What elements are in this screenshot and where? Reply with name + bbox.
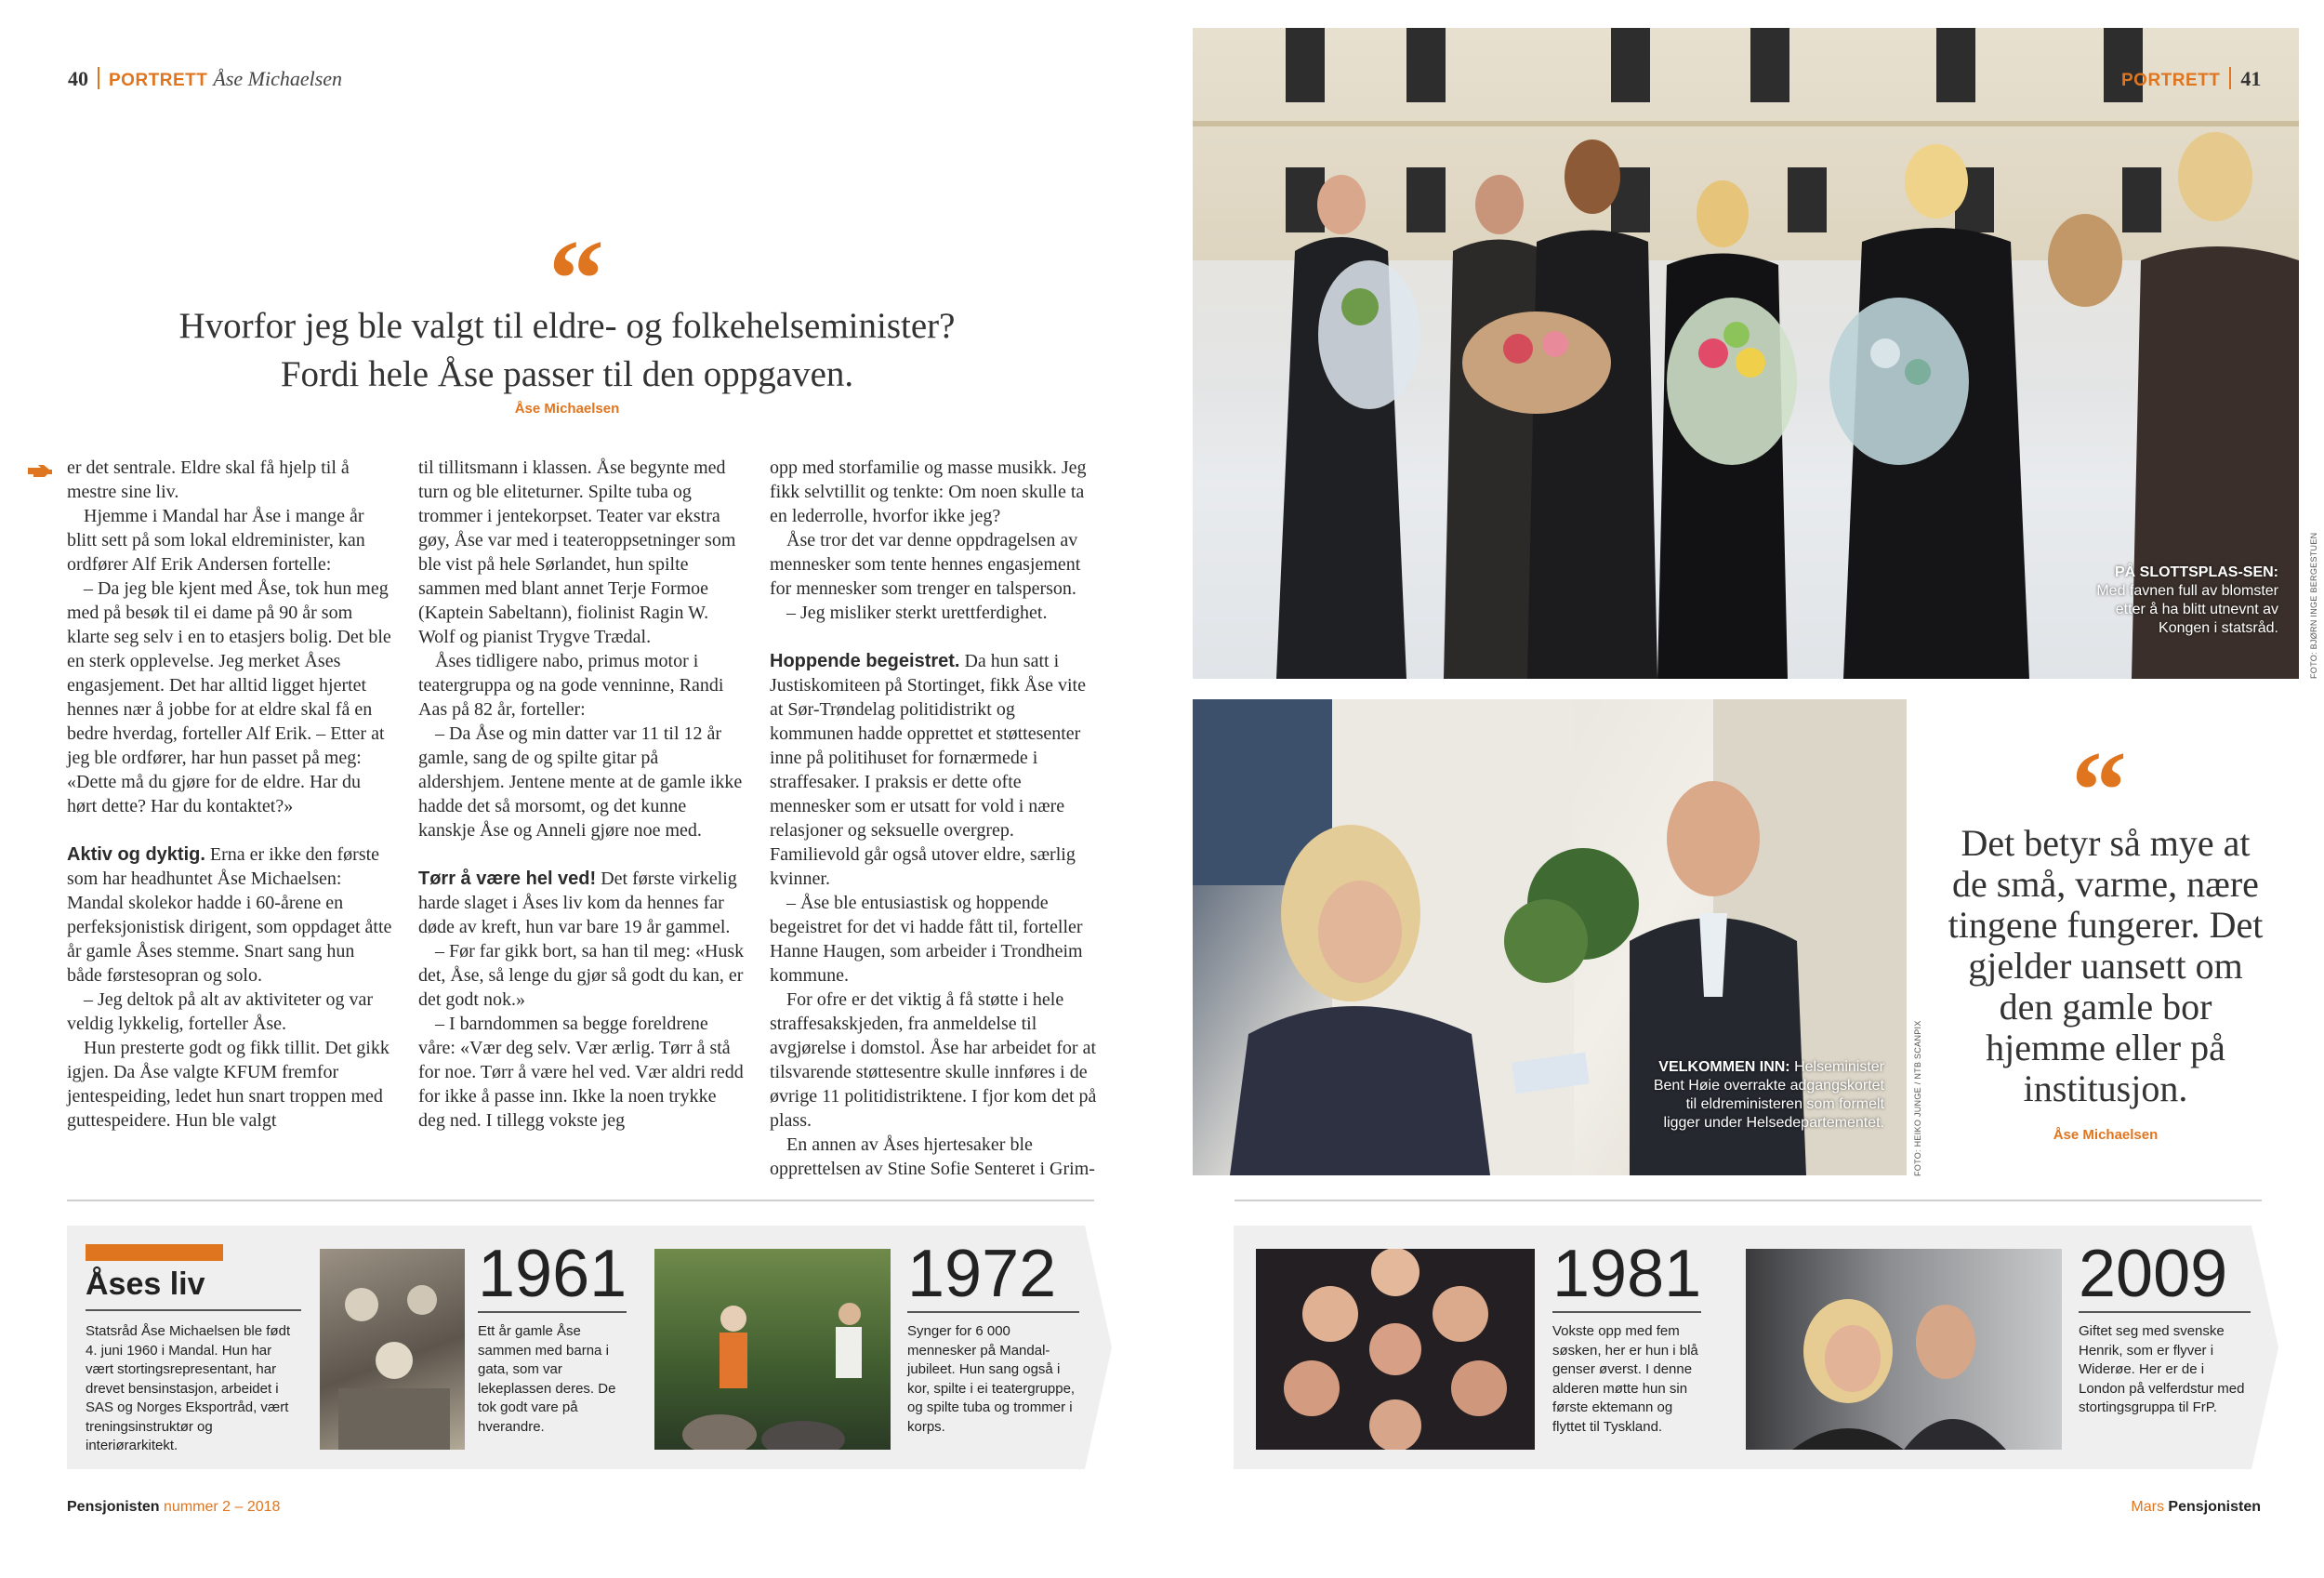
timeline-year-rule (1552, 1311, 1701, 1313)
paragraph: – Jeg misliker sterkt urettferdighet. (786, 603, 1048, 623)
article-column-3 (770, 456, 1097, 1181)
pull-quote-attribution: Åse Michaelsen (2053, 1127, 2159, 1143)
timeline-year-rule (478, 1311, 627, 1313)
pull-quote (139, 302, 995, 419)
timeline-entry-text: Ett år gamle Åse sammen med barna i gata, som var lekeplassen deres. De tok godt vare på hverandre. (478, 1323, 616, 1435)
timeline-title: Åses liv (86, 1266, 205, 1302)
paragraph: – I barndommen sa begge foreldrene våre: «Vær deg selv. Vær ærlig. Tørr å stå for noe. Tørr å være hel ved. Vær aldri redd for ikke å passe inn. Ikke la noen trykke deg ned. I tillegg vokste jeg (418, 1014, 744, 1131)
timeline-entry-text: Vokste opp med fem søsken, her er hun i blå genser øverst. I denne alderen møtte hun sin første ektemann og flyttet til Tyskland. (1552, 1323, 1698, 1435)
paragraph: Hun presterte godt og fikk tillit. Det gikk igjen. Da Åse valgte KFUM fremfor jentespeiding, ledet hun snart troppen med guttespeidere. Hun ble valgt (67, 1038, 390, 1131)
timeline-year: 2009 (2079, 1237, 2228, 1311)
paragraph: opp med storfamilie og masse musikk. Jeg fikk selvtillit og tenkte: Om noen skulle ta en lederrolle, hvorfor ikke jeg? (770, 457, 1087, 526)
timeline-entry-text: Synger for 6 000 mennesker på Mandal-jubileet. Hun sang også i kor, spilte i ei teatergruppe, og spilte tuba og trommer i korps. (907, 1323, 1076, 1435)
paragraph: – Før far gikk bort, sa han til meg: «Husk det, Åse, så lenge du gjør så godt du kan, er det godt nok.» (418, 941, 745, 1010)
page-number: 40 (68, 67, 88, 90)
footer-month: Mars (2131, 1499, 2164, 1515)
footer-left (67, 1499, 280, 1516)
photo-caption: PÅ SLOTTSPLAS-SEN: Med favnen full av blomster etter å ha blitt utnevnt av Kongen i statsråd. (2096, 564, 2278, 636)
footer-magazine: Pensjonisten (67, 1499, 160, 1515)
timeline-photo-2009 (1746, 1249, 2062, 1450)
section-label: PORTRETT (2121, 71, 2221, 90)
timeline-entry-text: Giftet seg med svenske Henrik, som er flyver i Widerøe. Her er de i London på velferdstur med stortingsgruppa til FrP. (2079, 1323, 2245, 1415)
timeline-intro: Statsråd Åse Michaelsen ble født 4. juni 1960 i Mandal. Hun har vært stortingsrepresentant, har drevet bensinstasjon, arbeidet i SAS og Norges Eksportråd, vært treningsinstruktør og interiørarkitekt. (86, 1323, 291, 1453)
timeline-year-rule (907, 1311, 1079, 1313)
header-divider (2229, 67, 2231, 89)
photo-caption: VELKOMMEN INN: Helseminister Bent Høie overrakte adgangskortet til eldreministeren som formelt ligger under Helsedepartementet. (1653, 1059, 1884, 1131)
page-number: 41 (2240, 67, 2262, 90)
paragraph: – Åse ble entusiastisk og hoppende begeistret for det vi hadde fått til, forteller Hanne Haugen, som arbeider i Trondheim kommune. (770, 893, 1083, 986)
paragraph: Åses tidligere nabo, primus motor i teatergruppa og na gode venninne, Randi Aas på 82 år, forteller: (418, 651, 724, 720)
photo-palace-square (1193, 28, 2299, 679)
article-column-2 (418, 456, 746, 1133)
timeline-year-rule (2079, 1311, 2251, 1313)
paragraph: er det sentrale. Eldre skal få hjelp til å mestre sine liv. (67, 457, 350, 502)
subheading: Tørr å være hel ved! (418, 869, 597, 889)
quote-mark: “ (548, 217, 604, 340)
subheading: Aktiv og dyktig. (67, 844, 205, 865)
caption-lead: PÅ SLOTTSPLAS-SEN: (2114, 564, 2278, 580)
photo-credit: FOTO: BJØRN INGE BERGESTUEN (2309, 532, 2318, 679)
paragraph: Hoppende begeistret. Da hun satt i Justiskomiteen på Stortinget, fikk Åse vite at Sør-Trøndelag politidistrikt og kommunen hadde opprettet et støttesenter inne på politihuset for fornærmede i straffesaker. I praksis er dette ofte mennesker som er utsatt for vold i nære relasjoner og seksuelle overgrep. Familievold går også utover eldre, særlig kvinner. (770, 651, 1086, 889)
paragraph: Aktiv og dyktig. Erna er ikke den første som har headhuntet Åse Michaelsen: Mandal skolekor hadde i 60-årene en perfeksjonistisk dirigent, som oppdaget åtte år gamle Åses stemme. Snart sang hun både førstesopran og solo. (67, 844, 392, 986)
divider (1235, 1200, 2262, 1201)
timeline-photo-1972 (654, 1249, 891, 1450)
page-header-left (68, 67, 342, 91)
header-divider (98, 67, 99, 89)
pull-quote (1948, 823, 2264, 1156)
photo-credit: FOTO: HEIKO JUNGE / NTB SCANPIX (1913, 1020, 1922, 1176)
paragraph: Åse tror det var denne oppdragelsen av mennesker som tente hennes engasjement for mennesker som trenger en talsperson. (770, 530, 1081, 599)
pull-quote-line-1: Hvorfor jeg ble valgt til eldre- og folkehelseminister? (178, 306, 956, 346)
section-label: PORTRETT (109, 71, 208, 90)
footer-right (2131, 1499, 2261, 1516)
photo-health-minister (1193, 699, 1907, 1175)
paragraph: til tillitsmann i klassen. Åse begynte med turn og ble eliteturner. Spilte tuba og trommer i jentekorpset. Teater var ekstra gøy, Åse var med i teateroppsetninger som ble vist på hele Sørlandet, hun spilte sammen med blant annet Terje Formoe (Kaptein Sabeltann), fiolinist Ragin W. Wolf og pianist Trygve Trædal. (418, 457, 736, 647)
timeline-accent-bar (86, 1244, 223, 1261)
article-column-1 (67, 456, 394, 1133)
pull-quote-line-2: Fordi hele Åse passer til den oppgaven. (280, 354, 854, 394)
caption-lead: VELKOMMEN INN: (1658, 1059, 1790, 1075)
quote-mark: “ (2071, 728, 2127, 852)
timeline-photo-1981 (1256, 1249, 1535, 1450)
timeline-year: 1972 (907, 1237, 1057, 1311)
paragraph: – Da jeg ble kjent med Åse, tok hun meg med på besøk til ei dame på 90 år som klarte seg selv i en to etasjers bolig. Det ble en sterk opplevelse. Jeg merket Åses engasjement. Det har alltid ligget hjertet hennes nær å jobbe for at eldre skal få en bedre hverdag, forteller Alf Erik. – Etter at jeg ble ordfører, har hun passet på meg: «Dette må du gjøre for de eldre. Har du hørt dette? Har du kontaktet?» (67, 578, 391, 816)
paragraph: Hjemme i Mandal har Åse i mange år blitt sett på som lokal eldreminister, kan ordfører Alf Erik Andersen fortelle: (67, 506, 365, 575)
paragraph: – Da Åse og min datter var 11 til 12 år gamle, sang de og spilte gitar på aldershjem. Jentene mente at de gamle ikke hadde det så morsomt, og det kunne kanskje Åse og Anneli gjøre noe med. (418, 723, 743, 841)
footer-issue: nummer 2 – 2018 (164, 1499, 281, 1515)
subheading: Hoppende begeistret. (770, 651, 960, 671)
pull-quote-text: Det betyr så mye at de små, varme, nære tingene fungerer. Det gjelder uansett om den gamle bor hjemme eller på institusjon. (1948, 822, 2264, 1109)
timeline-year: 1981 (1552, 1237, 1702, 1311)
footer-magazine: Pensjonisten (2168, 1499, 2261, 1515)
paragraph: For ofre er det viktig å få støtte i hele straffesakskjeden, fra anmeldelse til avgjørelse i domstol. Åse har arbeidet for at tilsvarende støttesentre skulle innføres i de øvrige 11 politidistriktene. I fjor kom det på plass. (770, 989, 1097, 1131)
page-header-right (2121, 67, 2261, 91)
paragraph: En annen av Åses hjertesaker ble opprettelsen av Stine Sofie Senteret i Grim- (770, 1134, 1095, 1179)
timeline-photo-1961 (320, 1249, 465, 1450)
paragraph: Tørr å være hel ved! Det første virkelig harde slaget i Åses liv kom da hennes far døde av kreft, hun var bare 19 år gammel. (418, 869, 737, 937)
pointing-hand-icon (26, 463, 54, 480)
timeline-title-rule (86, 1309, 301, 1311)
pull-quote-attribution: Åse Michaelsen (514, 401, 620, 417)
timeline-year: 1961 (478, 1237, 627, 1311)
paragraph: – Jeg deltok på alt av aktiviteter og var veldig lykkelig, forteller Åse. (67, 989, 374, 1034)
header-name: Åse Michaelsen (213, 67, 343, 90)
divider (67, 1200, 1094, 1201)
